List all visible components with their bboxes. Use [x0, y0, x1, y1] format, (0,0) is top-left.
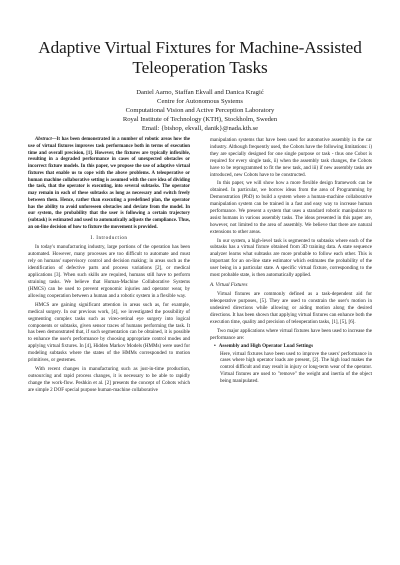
- paper-title: Adaptive Virtual Fixtures for Machine-Assisted Teleoperation Tasks: [38, 38, 362, 77]
- subsection-heading-virtual-fixtures: A. Virtual Fixtures: [210, 282, 248, 289]
- intro-paragraph: In today's manufacturing industry, large portions of the operation has been automated. However, many processes are too difficult to automate and must rely on humans' supervisory control and decision making; in areas such as the identification of defective parts and process variations [2], or medical applications [3]. When such skills are required, humans still have to perform straining tasks. We believe that Human-Machine Collaborative Systems (HMCS) can be used to prevent ergonomic injuries and operator wear, by allowing cooperation between a human and a robotic system in a flexible way.: [28, 244, 190, 300]
- affiliation-line-1: Centre for Autonomous Systems: [157, 97, 243, 105]
- body-paragraph: In this paper, we will show how a more flexible design framework can be obtained. In particular, we borrow ideas from the area of Programming by Demonstration (PbD) to build a system where a human-machine collaborative manipulation system can be trained in a fast and easy way to increase human performance. We present a system that uses a standard robotic manipulator to assist humans in various assembly tasks. The ideas presented in this paper are, however, not limited to the area of assembly. We believe that there are natural extensions to other areas.: [210, 180, 372, 235]
- bullet-paragraph: Here, virtual fixtures have been used to improve the users' performance in cases where high operator loads are present, [2]. The high load makes the control difficult and may result in injury or long-term wear of the operator. Virtual fixtures are used to "remove" the weight and inertia of the object being manipulated.: [220, 350, 372, 385]
- subsection-paragraph: Virtual fixtures are commonly defined as a task-dependent aid for teleoperative purposes, [5]. They are used to constrain the user's motion in undesired directions while allowing or aiding motion along the desired directions. It has been shown that applying virtual fixtures can enhance both the execution time, quality and precision of teleoperation tasks, [1], [5], [6].: [210, 291, 372, 326]
- right-column: [210, 137, 372, 387]
- intro-paragraph: HMCS are gaining significant attention in areas such as, for example, medical surgery. In our previous work, [4], we investigated the possibility of segmenting complex tasks such as vireo-retinal eye surgery into logical components or subtasks, given sensor traces of humans performing the task. It has been demonstrated that, if such segmentation can be obtained, it is possible to enhance the user's performance by choosing appropriate control modes and applying virtual fixtures. In [4], Hidden Markov Models (HMMs) were used for modeling subtasks where the states of the HMMs corresponded to motion primitives, or gestemes.: [28, 301, 190, 364]
- affiliation-line-3: Royal Institute of Technology (KTH), Stockholm, Sweden: [122, 115, 278, 123]
- abstract-label: Abstract: [35, 137, 52, 142]
- author-block: [0, 89, 400, 134]
- author-email: Email: {bishop, ekvall, danik}@nada.kth.se: [141, 124, 259, 132]
- subsection-paragraph: Two major applications where virtual fixtures have been used to increase the performance are:: [210, 327, 372, 341]
- body-paragraph: In our system, a high-level task is segmented to subtasks where each of the subtasks has a virtual fixture obtained from 3D training data. A state sequence analyzer learns what subtasks are more probable to follow each other. This is important for an on-line state estimator which estimates the probability of the user being in a particular state. A specific virtual fixture, corresponding to the most probable state, is then automatically applied.: [210, 237, 372, 279]
- abstract: [28, 137, 190, 232]
- intro-paragraph: With recent changes in manufacturing such as just-in-time production, outsourcing and rapid process changes, it is necessary to be able to rapidly change the work-flow. Peshkin et al. [2] presents the concept of Cobots which are simple 2 DOF special purpose human-machine collaborative: [28, 365, 190, 393]
- section-heading-introduction: I. Introduction: [90, 235, 128, 241]
- affiliation-line-2: Computational Vision and Active Perception Laboratory: [125, 106, 275, 114]
- author-names: Daniel Aarno, Staffan Ekvall and Danica Kragić: [136, 89, 264, 96]
- abstract-text: —It has been demonstrated in a number of robotic areas how the use of virtual fixtures improves task performance both in terms of execution time and overall precision, [1]. However, the fixtures are typically inflexible, resulting in a degraded performance in cases of unexpected obstacles or incorrect fixture models. In this paper, we propose the use of adaptive virtual fixtures that enable us to cope with the above problems. A teleoperative or human machine collaborative setting is assumed with the core idea of dividing the task, that the operator is executing, into several subtasks. The operator may remain in each of these subtasks as long as necessary and switch freely between them. Hence, rather than executing a predefined plan, the operator has the ability to avoid unforeseen obstacles and deviate from the model. In our system, the probability that the user is following a certain trajectory (subtask) is estimated and used to automatically adjusts the compliance. Thus, an on-line decision of how to fixture the movement is provided.: [28, 137, 190, 230]
- left-column: [28, 137, 190, 395]
- bullet-heading: • Assembly and High Operator Load Settings: [210, 343, 372, 350]
- body-paragraph: manipulation systems that have been used for automotive assembly in the car industry. Although frequently used, the Cobots have the following limitations: i) they are specially designed for one single purpose or task - thus one Cobot is required for every single task, ii) when the assembly task changes, the Cobots have to be reprogrammed to fit the new task, and iii) if new assembly tasks are introduced, new Cobots have to be constructed.: [210, 137, 372, 178]
